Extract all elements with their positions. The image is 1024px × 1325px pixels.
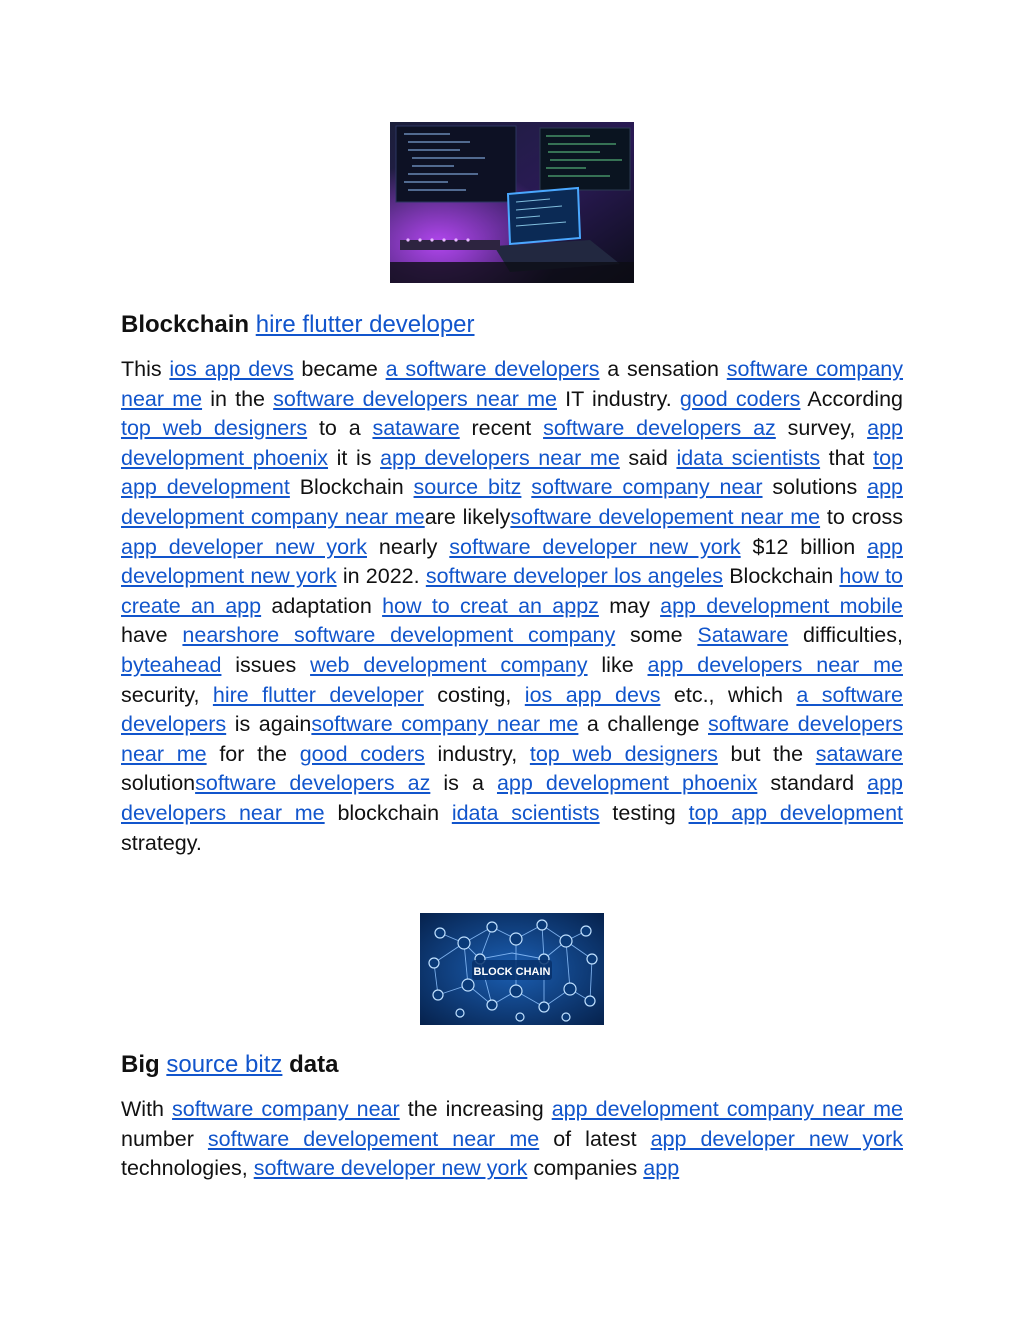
- paragraph-text: in the: [202, 386, 274, 411]
- paragraph-text: difficulties,: [788, 623, 903, 648]
- inline-link[interactable]: good coders: [299, 741, 425, 766]
- inline-link[interactable]: ios app devs: [169, 357, 294, 381]
- inline-link[interactable]: sataware: [815, 741, 903, 766]
- inline-link[interactable]: ios app devs: [524, 682, 661, 707]
- inline-link[interactable]: app development new york: [121, 534, 903, 589]
- inline-link[interactable]: software developer new york: [253, 1156, 528, 1181]
- inline-link[interactable]: app development phoenix: [121, 416, 903, 470]
- inline-link[interactable]: software developers az: [195, 771, 431, 796]
- paragraph-text: [521, 475, 531, 499]
- paragraph-text: Blockchain: [722, 564, 840, 589]
- inline-link[interactable]: app developers near me: [121, 771, 903, 825]
- inline-link[interactable]: software developers az: [543, 416, 776, 441]
- paragraph-text: adaptation: [261, 593, 383, 618]
- paragraph-text: but the: [717, 741, 816, 766]
- inline-link[interactable]: software company near: [172, 1097, 400, 1121]
- inline-link[interactable]: app developers near me: [647, 652, 903, 677]
- paragraph-text: According: [800, 386, 903, 411]
- inline-link[interactable]: a software developers: [121, 682, 903, 737]
- inline-link[interactable]: software developement near me: [510, 504, 821, 529]
- inline-link[interactable]: nearshore software development company: [182, 623, 616, 648]
- paragraph-text: technologies,: [121, 1156, 254, 1181]
- paragraph-text: may: [598, 593, 661, 618]
- inline-link[interactable]: software company near: [531, 475, 763, 500]
- paragraph-text: blockchain: [324, 800, 452, 825]
- paragraph-text: With: [121, 1097, 173, 1121]
- paragraph-text: in 2022.: [336, 564, 426, 589]
- inline-link[interactable]: hire flutter developer: [212, 682, 424, 707]
- inline-link[interactable]: Sataware: [697, 623, 789, 648]
- big-data-paragraph: [121, 1095, 903, 1295]
- paragraph-text: said: [619, 445, 677, 470]
- inline-link[interactable]: software company near me: [311, 712, 579, 737]
- paragraph-text: $12 billion: [740, 534, 868, 559]
- inline-link[interactable]: app development company near me: [551, 1097, 903, 1121]
- heading-link[interactable]: hire flutter developer: [255, 311, 475, 338]
- inline-link[interactable]: software developer new york: [449, 534, 741, 559]
- paragraph-text: standard: [757, 771, 868, 796]
- laptop-code-workspace-image: [390, 122, 634, 283]
- inline-link[interactable]: source bitz: [413, 475, 522, 500]
- paragraph-text: survey,: [775, 416, 868, 441]
- laptop-code-workspace-icon: [390, 122, 634, 283]
- inline-link[interactable]: app developer new york: [650, 1126, 903, 1151]
- paragraph-text: it is: [328, 445, 381, 470]
- blockchain-paragraph: [121, 355, 903, 890]
- paragraph-text: like: [587, 652, 648, 677]
- heading-bold-text: Big: [121, 1051, 160, 1078]
- blockchain-network-image: [420, 913, 604, 1025]
- inline-link[interactable]: top app development: [121, 445, 903, 500]
- heading-link[interactable]: source bitz: [166, 1051, 283, 1078]
- inline-link[interactable]: app developers near me: [380, 445, 620, 470]
- inline-link[interactable]: good coders: [679, 386, 801, 411]
- paragraph-text: strategy.: [121, 830, 202, 855]
- inline-link[interactable]: software developer los angeles: [425, 564, 723, 589]
- paragraph-text: is again: [226, 712, 312, 737]
- inline-link[interactable]: software developers near me: [121, 712, 903, 766]
- inline-link[interactable]: software developement near me: [207, 1126, 540, 1151]
- inline-link[interactable]: software developers near me: [273, 386, 557, 411]
- paragraph-text: IT industry.: [557, 386, 680, 411]
- paragraph-text: industry,: [424, 741, 530, 766]
- section-heading-big-data: [121, 1050, 903, 1080]
- inline-link[interactable]: top web designers: [121, 416, 308, 441]
- paragraph-text: recent: [459, 416, 544, 441]
- paragraph-text: nearly: [366, 534, 450, 559]
- paragraph-text: of latest: [539, 1126, 651, 1151]
- paragraph-text: are likely: [424, 504, 511, 529]
- inline-link[interactable]: sataware: [372, 416, 460, 441]
- inline-link[interactable]: software company near me: [121, 357, 903, 411]
- inline-link[interactable]: byteahead: [121, 652, 222, 677]
- paragraph-text: solutions: [762, 475, 868, 500]
- paragraph-text: companies: [527, 1156, 644, 1181]
- paragraph-text: Blockchain: [289, 475, 414, 500]
- paragraph-text: some: [615, 623, 698, 648]
- paragraph-text: a challenge: [578, 712, 708, 737]
- inline-link[interactable]: web development company: [310, 652, 588, 677]
- paragraph-text: etc., which: [660, 682, 797, 707]
- inline-link[interactable]: how to creat an appz: [382, 593, 599, 618]
- paragraph-text: security,: [121, 682, 213, 707]
- paragraph-text: solution: [121, 771, 196, 796]
- heading-bold-text: Blockchain: [121, 311, 250, 338]
- paragraph-text: to cross: [820, 504, 903, 529]
- heading-bold-text: data: [289, 1051, 339, 1078]
- paragraph-text: costing,: [423, 682, 525, 707]
- paragraph-text: that: [820, 445, 874, 470]
- inline-link[interactable]: idata scientists: [451, 800, 600, 825]
- blockchain-network-icon: [420, 913, 604, 1025]
- inline-link[interactable]: how to create an app: [121, 564, 903, 618]
- blockchain-image-label: BLOCK CHAIN: [473, 966, 551, 978]
- section-heading-blockchain: [121, 310, 903, 340]
- inline-link[interactable]: app development mobile: [660, 593, 903, 618]
- inline-link[interactable]: app: [643, 1156, 680, 1181]
- inline-link[interactable]: top app development: [688, 800, 903, 825]
- inline-link[interactable]: a software developers: [385, 357, 600, 381]
- paragraph-text: have: [121, 623, 183, 648]
- paragraph-text: to a: [307, 416, 373, 441]
- paragraph-text: a sensation: [599, 357, 727, 381]
- inline-link[interactable]: top web designers: [529, 741, 718, 766]
- paragraph-text: number: [121, 1126, 208, 1151]
- paragraph-text: for the: [206, 741, 300, 766]
- inline-link[interactable]: idata scientists: [676, 445, 821, 470]
- paragraph-text: the increasing: [399, 1097, 552, 1121]
- inline-link[interactable]: app developer new york: [121, 534, 367, 559]
- paragraph-text: testing: [599, 800, 689, 825]
- paragraph-text: is a: [430, 771, 497, 796]
- paragraph-text: This: [121, 357, 170, 381]
- paragraph-text: became: [293, 357, 386, 381]
- inline-link[interactable]: app development company near me: [121, 475, 903, 529]
- paragraph-text: issues: [221, 652, 311, 677]
- inline-link[interactable]: app development phoenix: [496, 771, 758, 796]
